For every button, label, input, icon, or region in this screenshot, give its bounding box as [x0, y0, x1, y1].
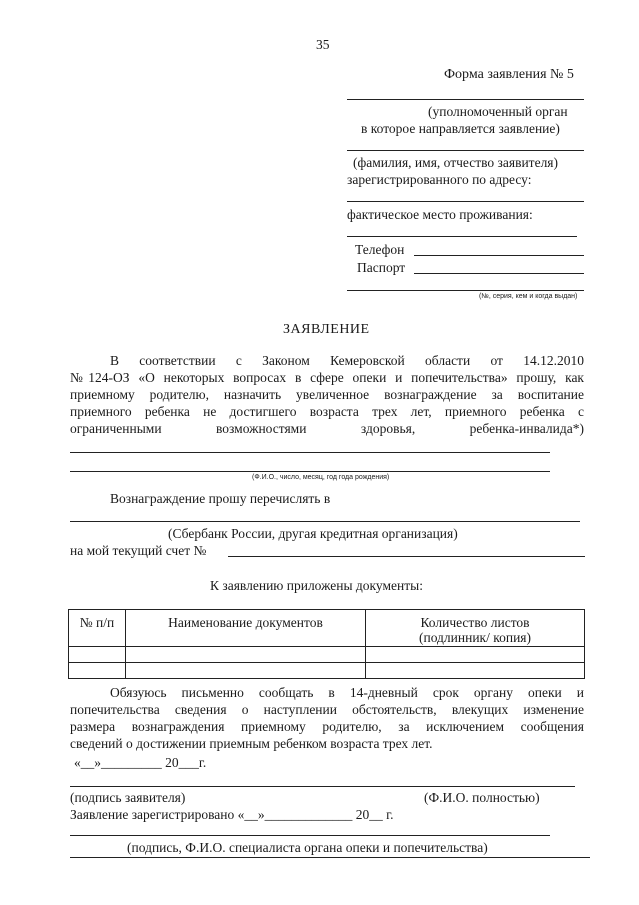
date-line: «__»_________ 20___г. [74, 755, 207, 770]
account-line [228, 556, 585, 557]
obligation-line-3: размера вознаграждения приемному родителю, за исключением сообщения [70, 719, 584, 734]
signature-caption: (подпись заявителя) [70, 790, 186, 805]
applicant-line [347, 150, 584, 151]
col-count-header [366, 610, 585, 647]
transfer-label: Вознаграждение прошу перечислять в [110, 491, 331, 506]
document-title: ЗАЯВЛЕНИЕ [283, 322, 370, 337]
authority-caption-1: (уполномоченный орган [428, 104, 568, 119]
signature-line [70, 786, 575, 787]
table-cell[interactable] [126, 647, 366, 663]
table-row [69, 663, 585, 679]
passport-details-line [347, 290, 584, 291]
table-header-row [69, 610, 585, 647]
passport-caption: (№, серия, кем и когда выдан) [479, 293, 578, 300]
address-line [347, 201, 584, 202]
obligation-line-2: попечительства сведения о наступлении обстоятельств, влекущих изменение [70, 702, 584, 717]
child-info-caption: (Ф.И.О., число, месяц, год года рождения) [252, 474, 390, 481]
table-cell[interactable] [126, 663, 366, 679]
actual-address-line [347, 236, 577, 237]
passport-label: Паспорт [357, 260, 406, 275]
obligation-line-4: сведений о достижении приемным ребенком возраста трех лет. [70, 736, 433, 751]
paragraph-line-2: №124-ОЗ «О некоторых вопросах в сфере опеки и попечительства» прошу, как [70, 370, 584, 385]
authority-line [347, 99, 584, 100]
specialist-line [70, 835, 550, 836]
actual-address-label: фактическое место проживания: [347, 207, 533, 222]
registered-line: Заявление зарегистрировано «__»_____________ 20__ г. [70, 807, 394, 822]
phone-label: Телефон [355, 242, 405, 257]
table-cell[interactable] [366, 647, 585, 663]
paragraph-line-3: приемному родителю, назначить увеличенное вознаграждение за воспитание [70, 387, 584, 402]
bank-caption: (Сбербанк России, другая кредитная организация) [168, 526, 458, 541]
paragraph-line-4: приемного ребенка не достигшего возраста трех лет, приемного ребенка с [70, 404, 584, 419]
col-count-header-line-2: (подлинник/ копия) [418, 630, 532, 645]
table-cell[interactable] [69, 647, 126, 663]
table-row [69, 647, 585, 663]
passport-line [414, 273, 584, 274]
docs-attached-label: К заявлению приложены документы: [210, 578, 423, 593]
page-number: 35 [316, 37, 330, 52]
fio-caption: (Ф.И.О. полностью) [424, 790, 540, 805]
table-cell[interactable] [366, 663, 585, 679]
registered-address-label: зарегистрированного по адресу: [347, 172, 532, 187]
obligation-line-1: Обязуюсь письменно сообщать в 14-дневный срок органу опеки и [110, 685, 584, 700]
col-name-header: Наименование документов [126, 610, 366, 647]
bank-line [70, 521, 580, 522]
authority-caption-2: в которое направляется заявление) [361, 121, 560, 136]
col-count-header-line-1: Количество листов [420, 615, 530, 630]
phone-line [414, 255, 584, 256]
form-title: Форма заявления № 5 [444, 67, 574, 82]
documents-table [68, 609, 585, 679]
bottom-rule [70, 857, 590, 858]
specialist-caption: (подпись, Ф.И.О. специалиста органа опеки и попечительства) [127, 840, 488, 855]
table-cell[interactable] [69, 663, 126, 679]
paragraph-line-1: В соответствии с Законом Кемеровской области от 14.12.2010 [110, 353, 584, 368]
paragraph-line-5: ограниченными возможностями здоровья, ребенка-инвалида*) [70, 421, 584, 436]
child-info-line-1 [70, 452, 550, 453]
col-number-header: № п/п [69, 610, 126, 647]
child-info-line-2 [70, 471, 550, 472]
applicant-caption: (фамилия, имя, отчество заявителя) [353, 155, 559, 170]
account-label: на мой текущий счет № [70, 543, 207, 558]
